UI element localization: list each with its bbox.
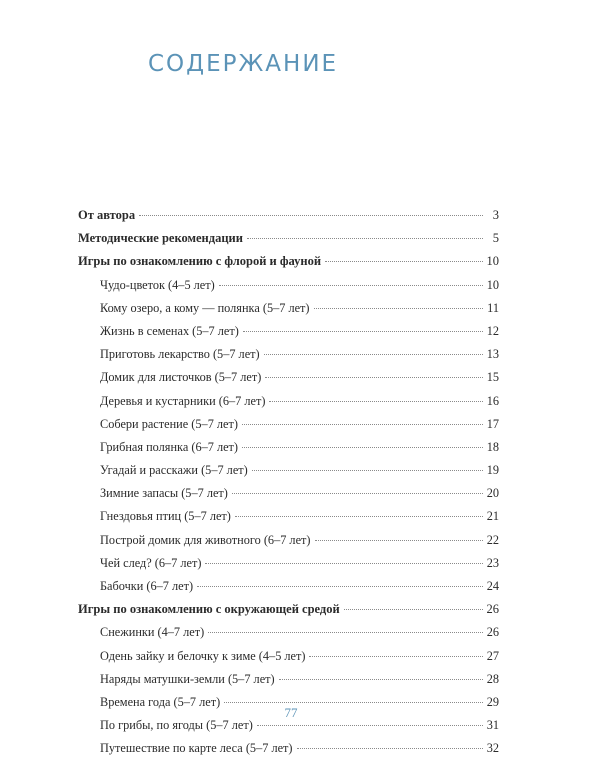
toc-entry-title: Домик для листочков (5–7 лет)	[100, 370, 262, 385]
toc-entry-page-number: 17	[486, 416, 499, 431]
toc-dot-leader	[297, 748, 483, 749]
toc-dot-leader	[309, 656, 482, 657]
toc-dot-leader	[139, 215, 483, 216]
toc-entry	[78, 645, 499, 668]
toc-entry-title: Снежинки (4–7 лет)	[100, 625, 205, 640]
toc-entry-title: Чудо-цветок (4–5 лет)	[100, 277, 215, 292]
toc-entry	[78, 552, 499, 575]
toc-entry-page-number: 28	[486, 671, 499, 686]
toc-entry	[78, 366, 499, 389]
toc-entry-title: Чей след? (6–7 лет)	[100, 555, 202, 570]
toc-entry-page-number: 32	[486, 741, 499, 756]
toc-entry-page-number: 22	[486, 532, 499, 547]
toc-entry-title: Кому озеро, а кому — полянка (5–7 лет)	[100, 300, 310, 315]
toc-dot-leader	[344, 609, 483, 610]
toc-entry-page-number: 10	[486, 254, 499, 269]
toc-dot-leader	[315, 540, 483, 541]
toc-entry-page-number: 19	[486, 463, 499, 478]
toc-dot-leader	[224, 702, 483, 703]
toc-entry-title: Бабочки (6–7 лет)	[100, 579, 194, 593]
toc-entry	[78, 621, 499, 644]
toc-entry-title: Путешествие по карте леса (5–7 лет)	[100, 741, 293, 756]
toc-entry	[78, 343, 499, 366]
toc-dot-leader	[279, 679, 483, 680]
toc-entry-title: Грибная полянка (6–7 лет)	[100, 439, 239, 454]
toc-entry-title: Методические рекомендации	[78, 231, 243, 246]
toc-entry-page-number: 29	[486, 694, 499, 709]
toc-entry-title: Игры по ознакомлению с окружающей средой	[78, 602, 340, 617]
toc-dot-leader	[242, 447, 483, 448]
toc-entry	[78, 668, 499, 691]
table-of-contents	[78, 204, 499, 761]
toc-entry-page-number: 24	[486, 579, 499, 593]
toc-dot-leader	[314, 308, 483, 309]
toc-entry-page-number: 26	[486, 602, 499, 617]
toc-entry-title: Приготовь лекарство (5–7 лет)	[100, 347, 260, 362]
toc-entry-title: Зимние запасы (5–7 лет)	[100, 486, 228, 501]
toc-entry-title: Игры по ознакомлению с флорой и фауной	[78, 254, 322, 269]
toc-entry	[78, 529, 499, 552]
toc-entry-page-number: 16	[486, 393, 499, 408]
toc-entry-title: По грибы, по ягоды (5–7 лет)	[100, 718, 253, 733]
toc-entry-title: От автора	[78, 208, 136, 222]
page-title: СОДЕРЖАНИЕ	[148, 51, 339, 78]
toc-entry-page-number: 15	[486, 370, 499, 385]
toc-entry	[78, 413, 499, 436]
toc-section-entry	[78, 204, 499, 227]
toc-entry-page-number: 18	[486, 439, 499, 454]
toc-entry-page-number: 27	[486, 648, 499, 663]
toc-entry-title: Деревья и кустарники (6–7 лет)	[100, 393, 266, 408]
toc-dot-leader	[232, 493, 483, 494]
toc-dot-leader	[325, 261, 482, 262]
toc-entry-page-number: 12	[486, 323, 499, 338]
toc-entry-page-number: 3	[492, 208, 499, 222]
toc-entry-title: Одень зайку и белочку к зиме (4–5 лет)	[100, 648, 306, 663]
toc-dot-leader	[243, 331, 483, 332]
toc-entry-title: Построй домик для животного (6–7 лет)	[100, 532, 311, 547]
toc-dot-leader	[242, 424, 483, 425]
toc-section-entry	[78, 250, 499, 273]
toc-entry-title: Собери растение (5–7 лет)	[100, 416, 238, 431]
toc-entry-title: Времена года (5–7 лет)	[100, 694, 221, 709]
toc-entry	[78, 390, 499, 413]
toc-entry-page-number: 20	[486, 486, 499, 501]
toc-entry-title: Угадай и расскажи (5–7 лет)	[100, 463, 248, 478]
toc-dot-leader	[205, 563, 482, 564]
toc-dot-leader	[257, 725, 483, 726]
toc-dot-leader	[235, 516, 483, 517]
toc-entry-page-number: 10	[486, 277, 499, 292]
toc-entry	[78, 575, 499, 598]
toc-entry	[78, 320, 499, 343]
toc-section-entry	[78, 598, 499, 621]
toc-entry-title: Гнездовья птиц (5–7 лет)	[100, 509, 231, 524]
toc-entry-page-number: 13	[486, 347, 499, 362]
toc-dot-leader	[252, 470, 483, 471]
toc-entry-page-number: 26	[486, 625, 499, 640]
toc-dot-leader	[269, 401, 482, 402]
toc-dot-leader	[208, 632, 482, 633]
toc-dot-leader	[219, 285, 483, 286]
toc-dot-leader	[247, 238, 483, 239]
toc-dot-leader	[197, 586, 483, 587]
toc-section-entry	[78, 227, 499, 250]
toc-dot-leader	[264, 354, 483, 355]
toc-entry-page-number: 23	[486, 555, 499, 570]
toc-entry-page-number: 5	[492, 231, 499, 246]
toc-entry	[78, 505, 499, 528]
toc-entry	[78, 737, 499, 760]
toc-entry	[78, 297, 499, 320]
toc-entry-page-number: 21	[486, 509, 499, 524]
toc-entry	[78, 482, 499, 505]
toc-dot-leader	[265, 377, 482, 378]
toc-entry-page-number: 11	[487, 300, 499, 315]
page-number: 77	[284, 705, 298, 720]
toc-entry-title: Наряды матушки-земли (5–7 лет)	[100, 671, 275, 686]
toc-entry-title: Жизнь в семенах (5–7 лет)	[100, 323, 239, 338]
toc-entry	[78, 459, 499, 482]
toc-entry	[78, 436, 499, 459]
toc-entry	[78, 274, 499, 297]
toc-entry-page-number: 31	[486, 718, 499, 733]
